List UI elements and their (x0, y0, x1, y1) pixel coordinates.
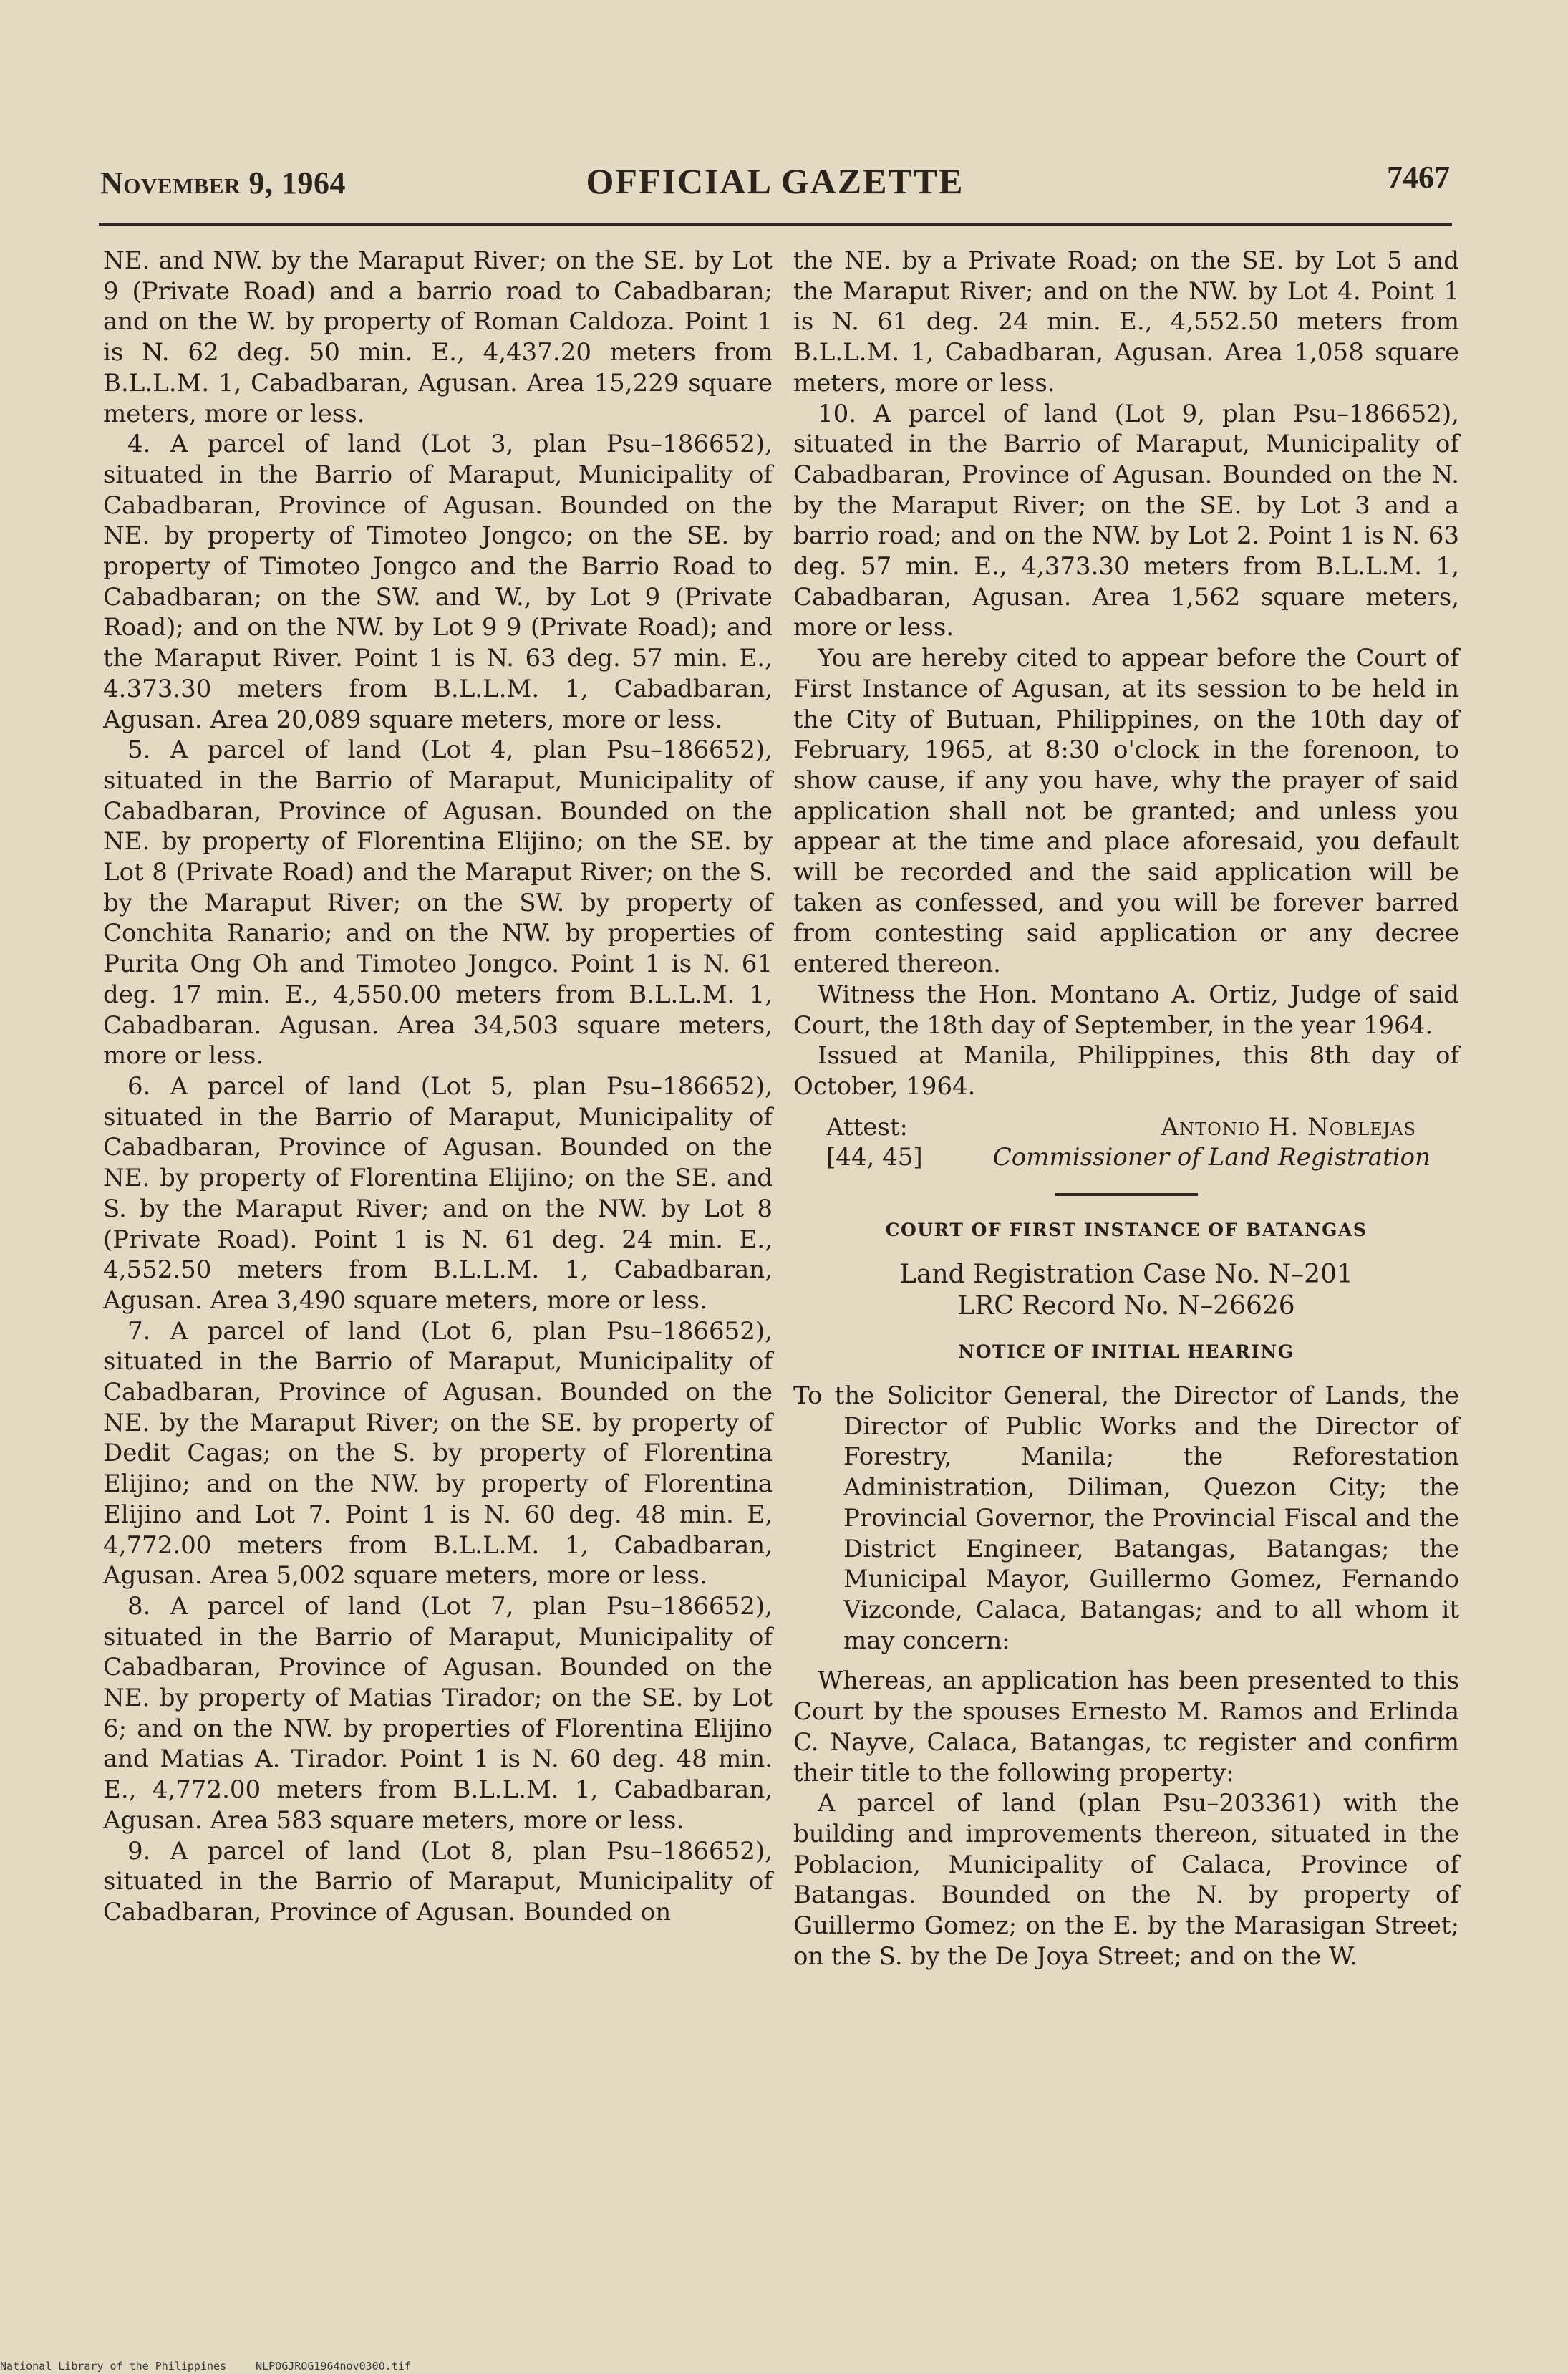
right-column (793, 246, 1459, 1972)
signatory-title: Commissioner of Land Registration (992, 1143, 1431, 1172)
paragraph-parcel: A parcel of land (plan Psu–203361) with the building and improvements thereon, situated in the Poblacion, Municipality of Calaca, Province of Batangas. Bounded on the N. by property of Guillermo Gomez; on the E. by the Marasigan Street; on the S. by the De Joya Street; and on the W. (793, 1789, 1459, 1971)
paragraph-lot-7: 8. A parcel of land (Lot 7, plan Psu–186652), situated in the Barrio of Maraput, Municipality of Cabadbaran, Province of Agusan. Bounded on the NE. by property of Matias Tirador; on the SE. by Lot 6; and on the NW. by properties of Florentina Elijino and Matias A. Tirador. Point 1 is N. 60 deg. 48 min. E., 4,772.00 meters from B.L.L.M. 1, Cabadbaran, Agusan. Area 583 square meters, more or less. (103, 1591, 773, 1835)
attest-label: Attest: (826, 1112, 908, 1142)
header-page-number: 7467 (1387, 160, 1450, 195)
court-heading: COURT OF FIRST INSTANCE OF BATANGAS (885, 1220, 1368, 1241)
record-number: LRC Record No. N–26626 (957, 1291, 1295, 1321)
footer-filename: NLPOGJROG1964nov0300.tif (256, 2360, 411, 2373)
page-header (100, 156, 1450, 208)
paragraph-witness: Witness the Hon. Montano A. Ortiz, Judge of said Court, the 18th day of September, in the year 1964. (793, 980, 1459, 1040)
paragraph-lot-5: 6. A parcel of land (Lot 5, plan Psu–186652), situated in the Barrio of Maraput, Municipality of Cabadbaran, Province of Agusan. Bounded on the NE. by property of Florentina Elijino; on the SE. and S. by the Maraput River; and on the NW. by Lot 8 (Private Road). Point 1 is N. 61 deg. 24 min. E., 4,552.50 meters from B.L.L.M. 1, Cabadbaran, Agusan. Area 3,490 square meters, more or less. (103, 1071, 773, 1315)
signatory-name: Antonio H. Noblejas (1161, 1112, 1416, 1142)
footer-library: National Library of the Philippines (0, 2360, 227, 2373)
left-column (103, 246, 773, 1928)
reference-number: [44, 45] (826, 1143, 923, 1172)
header-rule (99, 223, 1452, 226)
paragraph-lot-3: 4. A parcel of land (Lot 3, plan Psu–186652), situated in the Barrio of Maraput, Municipality of Cabadbaran, Province of Agusan. Bounded on the NE. by property of Timoteo Jongco; on the SE. by property of Timoteo Jongco and the Barrio Road to Cabadbaran; on the SW. and W., by Lot 9 (Private Road); and on the NW. by Lot 9 9 (Private Road); and the Maraput River. Point 1 is N. 63 deg. 57 min. E., 4.373.30 meters from B.L.L.M. 1, Cabadbaran, Agusan. Area 20,089 square meters, more or less. (103, 430, 773, 734)
paragraph-issued: Issued at Manila, Philippines, this 8th day of October, 1964. (793, 1041, 1459, 1101)
signatory-line (793, 1142, 1459, 1173)
paragraph-whereas: Whereas, an application has been presented to this Court by the spouses Ernesto M. Ramos and Erlinda C. Nayve, Calaca, Batangas, tc register and confirm their title to the following property: (793, 1666, 1459, 1787)
header-date: November 9, 1964 (100, 165, 346, 201)
paragraph-lot-8: 9. A parcel of land (Lot 8, plan Psu–186652), situated in the Barrio of Maraput, Municipality of Cabadbaran, Province of Agusan. Bounded on (103, 1836, 773, 1926)
section-divider (1055, 1193, 1198, 1196)
attest-line (793, 1112, 1459, 1143)
paragraph-lot-9: 10. A parcel of land (Lot 9, plan Psu–186652), situated in the Barrio of Maraput, Municipality of Cabadbaran, Province of Agusan. Bounded on the N. by the Maraput River; on the SE. by Lot 3 and a barrio road; and on the NW. by Lot 2. Point 1 is N. 63 deg. 57 min. E., 4,373.30 meters from B.L.L.M. 1, Cabadbaran, Agusan. Area 1,562 square meters, more or less. (793, 399, 1459, 642)
paragraph-lot-8-continued: the NE. by a Private Road; on the SE. by Lot 5 and the Maraput River; and on the NW. by Lot 4. Point 1 is N. 61 deg. 24 min. E., 4,552.50 meters from B.L.L.M. 1, Cabadbaran, Agusan. Area 1,058 square meters, more or less. (793, 246, 1459, 397)
notice-heading: NOTICE OF INITIAL HEARING (958, 1341, 1294, 1363)
paragraph-lot-4: 5. A parcel of land (Lot 4, plan Psu–186652), situated in the Barrio of Maraput, Municipality of Cabadbaran, Province of Agusan. Bounded on the NE. by property of Florentina Elijino; on the SE. by Lot 8 (Private Road) and the Maraput River; on the S. by the Maraput River; on the SW. by property of Conchita Ranario; and on the NW. by properties of Purita Ong Oh and Timoteo Jongco. Point 1 is N. 61 deg. 17 min. E., 4,550.00 meters from B.L.L.M. 1, Cabadbaran. Agusan. Area 34,503 square meters, more or less. (103, 735, 773, 1071)
paragraph-addressees: To the Solicitor General, the Director of Lands, the Director of Public Works and the Director of Forestry, Manila; the Reforestation Administration, Diliman, Quezon City; the Provincial Governor, the Provincial Fiscal and the District Engineer, Batangas, Batangas; the Municipal Mayor, Guillermo Gomez, Fernando Vizconde, Calaca, Batangas; and to all whom it may concern: (793, 1381, 1459, 1655)
case-number: Land Registration Case No. N–201 (899, 1260, 1353, 1290)
scan-footer (0, 2360, 434, 2373)
paragraph-lot-6: 7. A parcel of land (Lot 6, plan Psu–186652), situated in the Barrio of Maraput, Municipality of Cabadbaran, Province of Agusan. Bounded on the NE. by the Maraput River; on the SE. by property of Dedit Cagas; on the S. by property of Florentina Elijino; and on the NW. by property of Florentina Elijino and Lot 7. Point 1 is N. 60 deg. 48 min. E, 4,772.00 meters from B.L.L.M. 1, Cabadbaran, Agusan. Area 5,002 square meters, more or less. (103, 1316, 773, 1591)
paragraph-citation: You are hereby cited to appear before the Court of First Instance of Agusan, at its session to be held in the City of Butuan, Philippines, on the 10th day of February, 1965, at 8:30 o'clock in the forenoon, to show cause, if any you have, why the prayer of said application shall not be granted; and unless you appear at the time and place aforesaid, you default will be recorded and the said application will be taken as confessed, and you will be forever barred from contesting said application or any decree entered thereon. (793, 644, 1459, 979)
header-title: OFFICIAL GAZETTE (586, 161, 964, 201)
paragraph-continuation: NE. and NW. by the Maraput River; on the SE. by Lot 9 (Private Road) and a barrio road to Cabadbaran; and on the W. by property of Roman Caldoza. Point 1 is N. 62 deg. 50 min. E., 4,437.20 meters from B.L.L.M. 1, Cabadbaran, Agusan. Area 15,229 square meters, more or less. (103, 246, 773, 428)
